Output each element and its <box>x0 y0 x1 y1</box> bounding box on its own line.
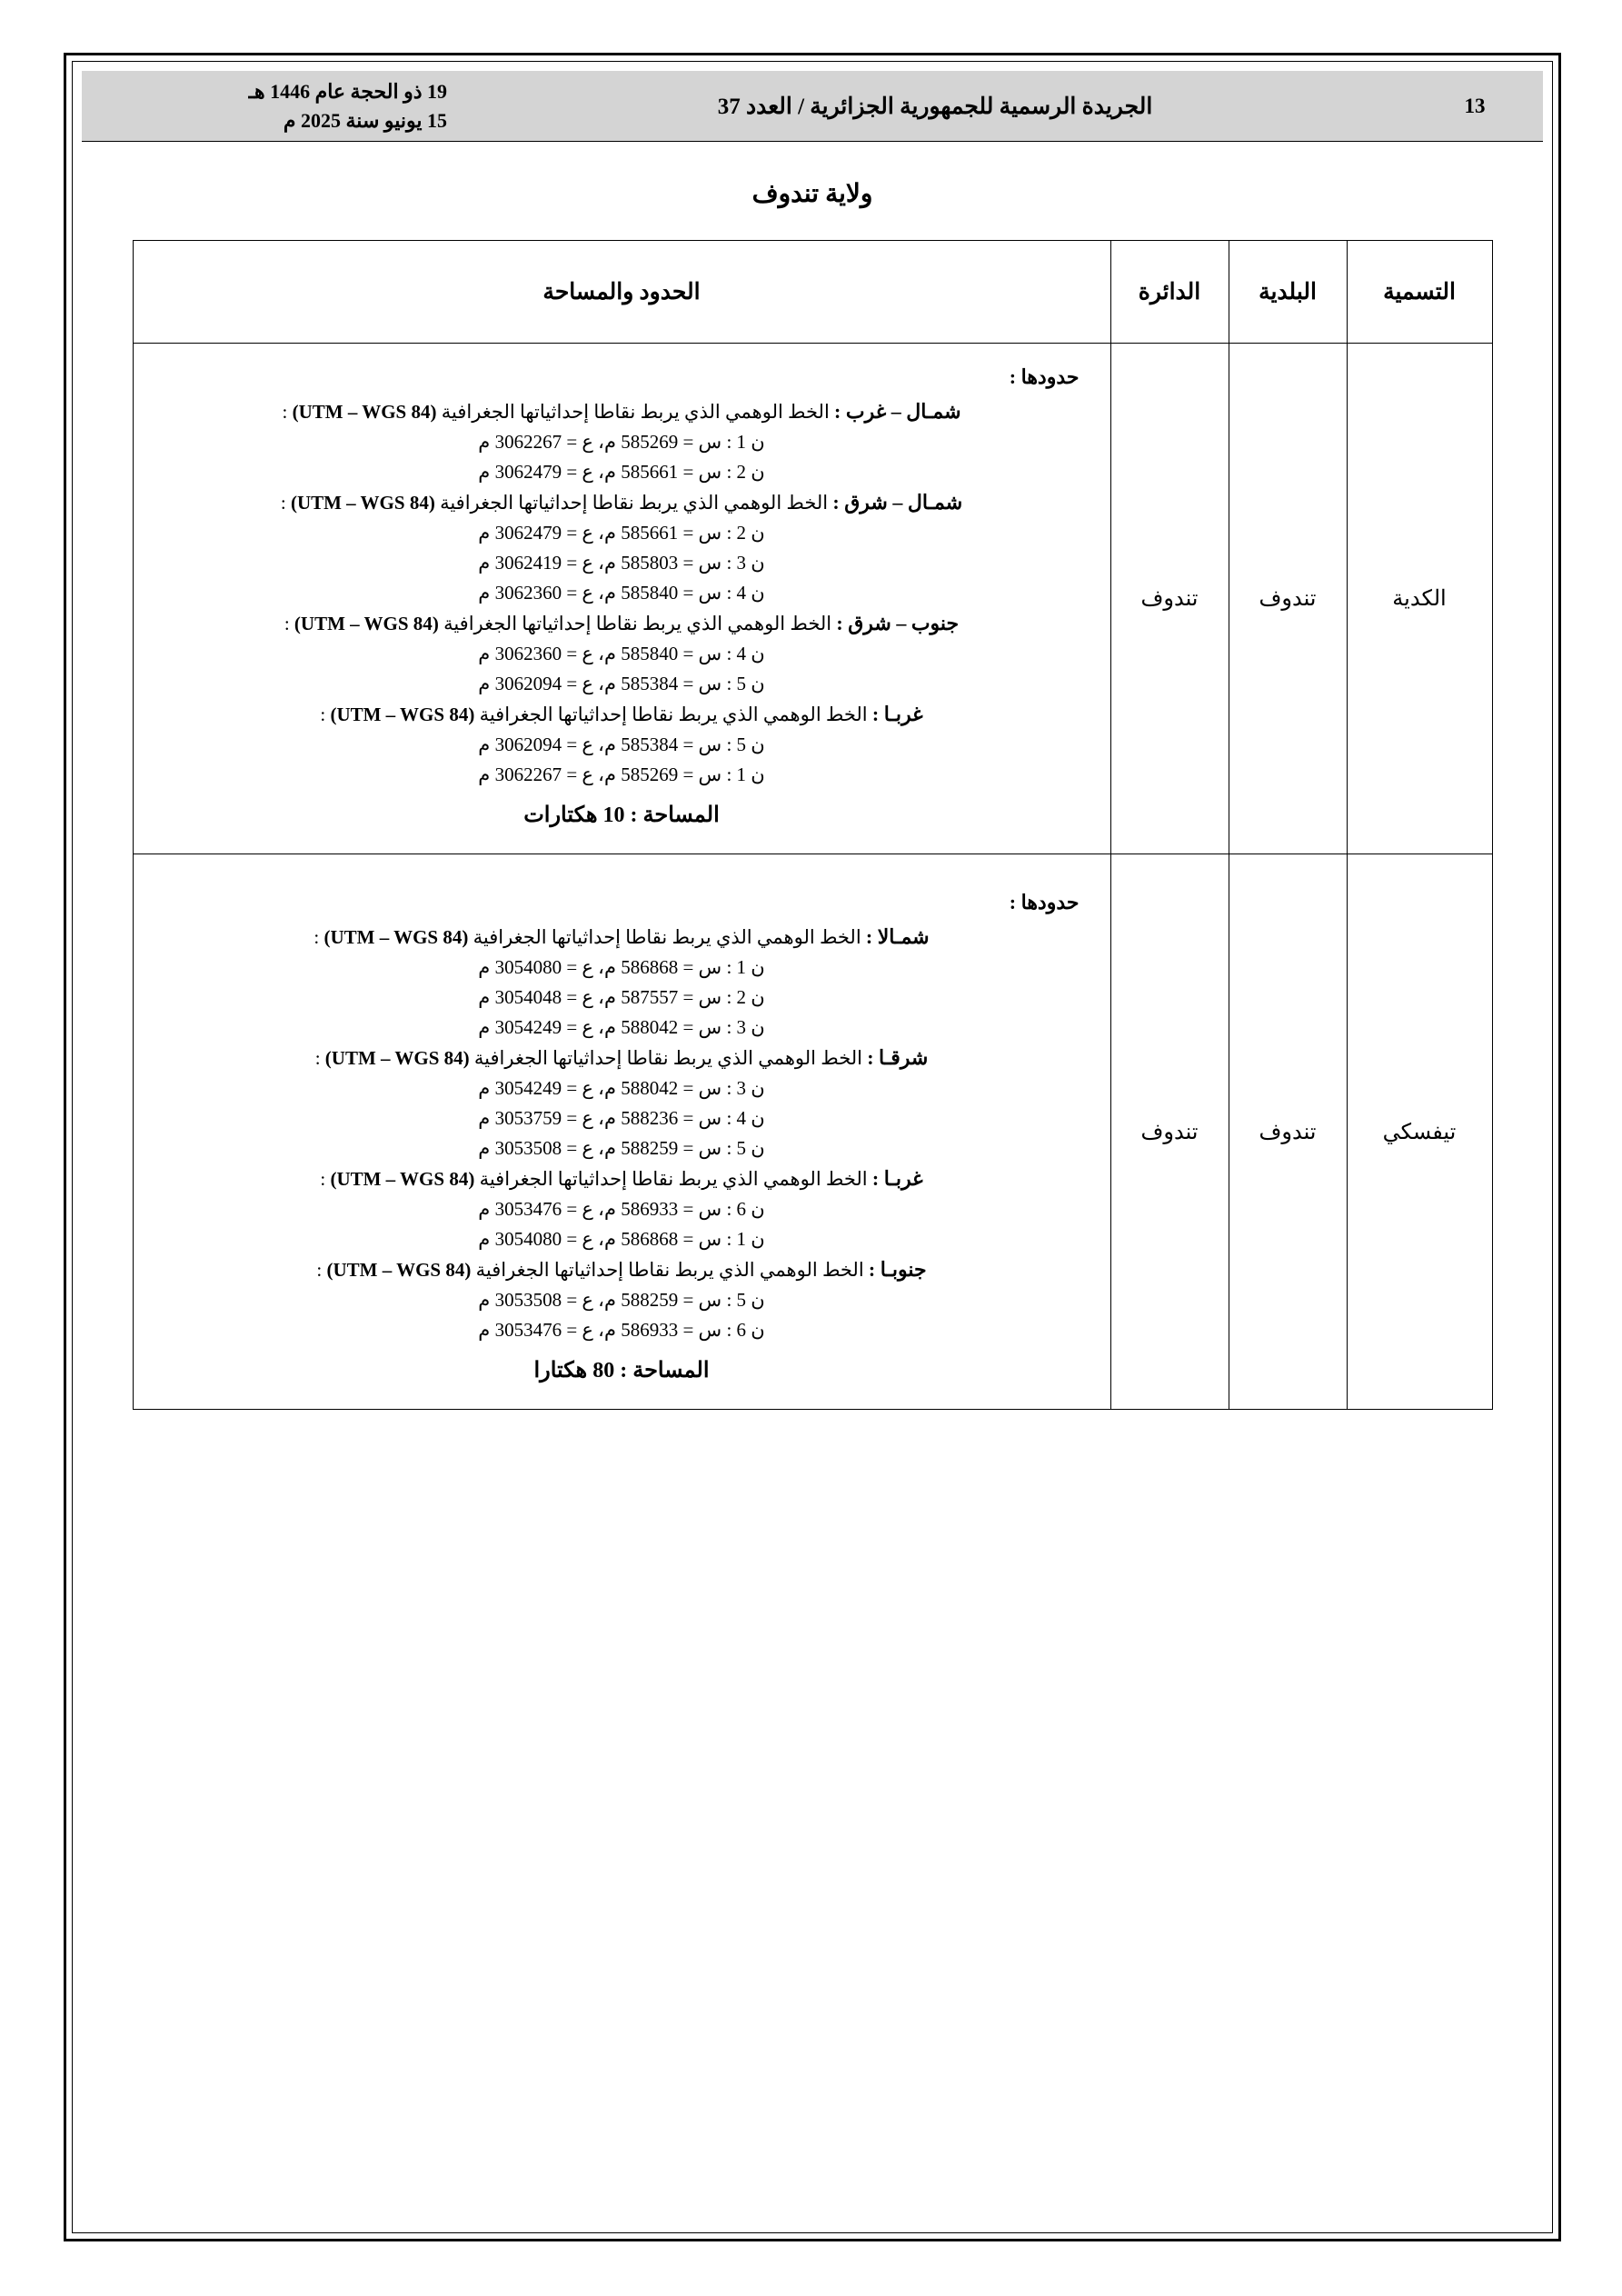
cell-boundaries <box>133 854 1110 1410</box>
direction-label: شمـالا : <box>865 925 930 948</box>
boundary-direction-line <box>164 927 1080 947</box>
cell-daira: تندوف <box>1110 854 1229 1410</box>
direction-label: شمـال – شرق : <box>832 491 963 514</box>
utm-reference: (UTM – WGS 84) <box>323 926 469 948</box>
header-dates <box>82 71 463 141</box>
table-row <box>133 344 1492 854</box>
cell-name: الكدية <box>1347 344 1492 854</box>
boundary-direction-line <box>164 614 1080 634</box>
cell-name: تيفسكي <box>1347 854 1492 1410</box>
utm-reference: (UTM – WGS 84) <box>330 704 475 725</box>
direction-description: الخط الوهمي الذي يربط نقاطا إحداثياتها الجغرافية <box>474 704 872 725</box>
coordinate-point: ن 2 : س = 585661 م، ع = 3062479 م <box>478 461 765 483</box>
coordinate-point: ن 4 : س = 588236 م، ع = 3053759 م <box>478 1107 765 1129</box>
page-content <box>82 71 1543 2223</box>
boundary-direction-line <box>164 704 1080 724</box>
direction-label: جنوب – شرق : <box>836 612 960 634</box>
area-value: المساحة : 80 هكتارا <box>533 1359 710 1383</box>
direction-colon: : <box>316 1259 327 1281</box>
direction-colon: : <box>320 1168 331 1190</box>
column-header-commune: البلدية <box>1229 241 1347 344</box>
coordinate-point: ن 5 : س = 585384 م، ع = 3062094 م <box>478 673 765 694</box>
coordinate-point: ن 5 : س = 585384 م، ع = 3062094 م <box>478 734 765 755</box>
direction-colon: : <box>320 704 331 725</box>
page-title: ولاية تندوف <box>751 180 873 208</box>
page-number: 13 <box>1464 94 1486 117</box>
direction-colon: : <box>282 401 293 423</box>
boundaries-label: حدودها : <box>1009 891 1080 913</box>
direction-label: غربـا : <box>871 1167 923 1190</box>
direction-label: جنوبـا : <box>868 1258 927 1281</box>
table-row <box>133 854 1492 1410</box>
boundary-direction-line <box>164 1260 1080 1280</box>
utm-reference: (UTM – WGS 84) <box>294 613 439 634</box>
coordinate-point: ن 5 : س = 588259 م، ع = 3053508 م <box>478 1137 765 1159</box>
coordinate-point: ن 1 : س = 585269 م، ع = 3062267 م <box>478 764 765 785</box>
journal-title: الجريدة الرسمية للجمهورية الجزائرية / العدد 37 <box>717 94 1153 119</box>
coordinate-point: ن 4 : س = 585840 م، ع = 3062360 م <box>478 582 765 604</box>
coordinate-point: ن 6 : س = 586933 م، ع = 3053476 م <box>478 1198 765 1220</box>
direction-label: شرقـا : <box>867 1046 929 1069</box>
cell-commune: تندوف <box>1229 344 1347 854</box>
table-body <box>133 344 1492 1410</box>
direction-colon: : <box>280 492 291 514</box>
page-frame-inner <box>72 61 1553 2233</box>
coordinate-point: ن 4 : س = 585840 م، ع = 3062360 م <box>478 643 765 664</box>
direction-colon: : <box>284 613 294 634</box>
coordinate-point: ن 5 : س = 588259 م، ع = 3053508 م <box>478 1289 765 1311</box>
direction-label: غربـا : <box>871 703 923 725</box>
direction-description: الخط الوهمي الذي يربط نقاطا إحداثياتها الجغرافية <box>468 926 866 948</box>
boundary-direction-line <box>164 1169 1080 1189</box>
cell-commune: تندوف <box>1229 854 1347 1410</box>
coordinate-point: ن 2 : س = 585661 م، ع = 3062479 م <box>478 522 765 544</box>
date-gregorian: 15 يونيو سنة 2025 م <box>283 108 447 132</box>
column-header-name: التسمية <box>1347 241 1492 344</box>
direction-description: الخط الوهمي الذي يربط نقاطا إحداثياتها الجغرافية <box>469 1047 868 1069</box>
utm-reference: (UTM – WGS 84) <box>324 1047 470 1069</box>
utm-reference: (UTM – WGS 84) <box>292 401 437 423</box>
direction-colon: : <box>314 1047 325 1069</box>
boundary-direction-line <box>164 493 1080 513</box>
page-frame-outer <box>64 53 1561 2241</box>
boundary-direction-line <box>164 402 1080 422</box>
direction-colon: : <box>313 926 324 948</box>
cell-daira: تندوف <box>1110 344 1229 854</box>
boundaries-table <box>133 240 1493 1410</box>
column-header-daira: الدائرة <box>1110 241 1229 344</box>
cell-boundaries <box>133 344 1110 854</box>
coordinate-point: ن 6 : س = 586933 م، ع = 3053476 م <box>478 1319 765 1341</box>
coordinate-point: ن 2 : س = 587557 م، ع = 3054048 م <box>478 986 765 1008</box>
coordinate-point: ن 3 : س = 585803 م، ع = 3062419 م <box>478 552 765 574</box>
boundaries-label: حدودها : <box>1009 365 1080 388</box>
utm-reference: (UTM – WGS 84) <box>290 492 435 514</box>
direction-description: الخط الوهمي الذي يربط نقاطا إحداثياتها الجغرافية <box>436 401 835 423</box>
direction-description: الخط الوهمي الذي يربط نقاطا إحداثياتها الجغرافية <box>434 492 833 514</box>
utm-reference: (UTM – WGS 84) <box>326 1259 472 1281</box>
utm-reference: (UTM – WGS 84) <box>330 1168 475 1190</box>
coordinate-point: ن 3 : س = 588042 م، ع = 3054249 م <box>478 1077 765 1099</box>
direction-description: الخط الوهمي الذي يربط نقاطا إحداثياتها الجغرافية <box>438 613 837 634</box>
coordinate-point: ن 1 : س = 585269 م، ع = 3062267 م <box>478 431 765 453</box>
page-header <box>82 71 1543 142</box>
date-hijri: 19 ذو الحجة عام 1446 هـ <box>248 79 447 103</box>
direction-label: شمـال – غرب : <box>834 400 961 423</box>
coordinate-point: ن 1 : س = 586868 م، ع = 3054080 م <box>478 956 765 978</box>
coordinate-point: ن 1 : س = 586868 م، ع = 3054080 م <box>478 1228 765 1250</box>
cell-spacer <box>164 874 1080 889</box>
boundary-direction-line <box>164 1048 1080 1068</box>
column-header-boundaries: الحدود والمساحة <box>133 241 1110 344</box>
direction-description: الخط الوهمي الذي يربط نقاطا إحداثياتها الجغرافية <box>474 1168 872 1190</box>
area-value: المساحة : 10 هكتارات <box>523 804 720 827</box>
table-header-row <box>133 241 1492 344</box>
direction-description: الخط الوهمي الذي يربط نقاطا إحداثياتها الجغرافية <box>471 1259 869 1281</box>
coordinate-point: ن 3 : س = 588042 م، ع = 3054249 م <box>478 1016 765 1038</box>
